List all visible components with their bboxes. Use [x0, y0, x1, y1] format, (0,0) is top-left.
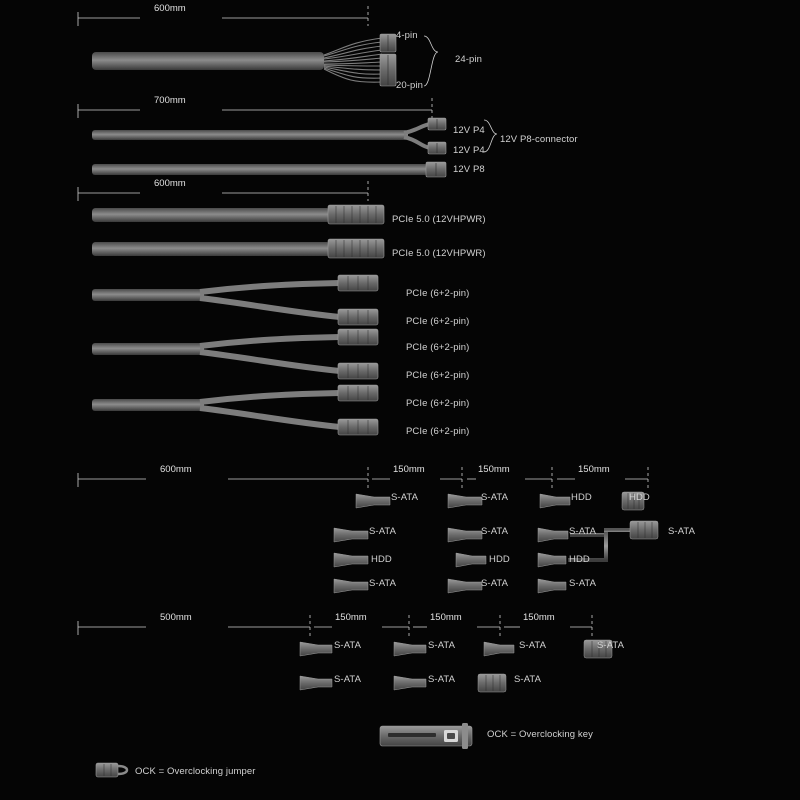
connector-label-hdd: HDD — [489, 554, 510, 565]
connector-label-hdd: HDD — [569, 554, 590, 565]
connector-label-sata: S-ATA — [481, 578, 509, 589]
connector-label-sata: S-ATA — [597, 640, 625, 651]
connector-label-12v-p4-b: 12V P4 — [453, 145, 485, 156]
connector-label-sata: S-ATA — [428, 640, 456, 651]
dimension-label: 500mm — [160, 612, 192, 623]
connector-label-p8-connector: 12V P8-connector — [500, 134, 578, 145]
connector-label-sata: S-ATA — [369, 578, 397, 589]
connector-label-pcie-3: PCIe (6+2-pin) — [406, 342, 470, 353]
connector-label-sata: S-ATA — [569, 578, 597, 589]
connector-label-sata: S-ATA — [514, 674, 542, 685]
connector-label-sata: S-ATA — [334, 640, 362, 651]
connector-label-ock-jumper: OCK = Overclocking jumper — [135, 766, 256, 777]
dimension-label: 700mm — [154, 95, 186, 106]
connector-label-sata: S-ATA — [668, 526, 696, 537]
connector-label-12v-p8: 12V P8 — [453, 164, 485, 175]
connector-label-pcie-6: PCIe (6+2-pin) — [406, 426, 470, 437]
dimension-label: 150mm — [578, 464, 610, 475]
connector-label-pcie50-b: PCIe 5.0 (12VHPWR) — [392, 248, 486, 259]
connector-label-20-pin: 20-pin — [396, 80, 424, 91]
dimension-label: 150mm — [523, 612, 555, 623]
connector-label-sata: S-ATA — [428, 674, 456, 685]
connector-label-hdd: HDD — [571, 492, 592, 503]
connector-label-pcie50-a: PCIe 5.0 (12VHPWR) — [392, 214, 486, 225]
connector-label-12v-p4-a: 12V P4 — [453, 125, 485, 136]
connector-label-4-pin: 4-pin — [396, 30, 418, 41]
connector-label-pcie-1: PCIe (6+2-pin) — [406, 288, 470, 299]
dimension-label: 600mm — [154, 178, 186, 189]
connector-label-pcie-4: PCIe (6+2-pin) — [406, 370, 470, 381]
connector-label-sata: S-ATA — [569, 526, 597, 537]
connector-label-sata: S-ATA — [481, 492, 509, 503]
connector-label-sata: S-ATA — [391, 492, 419, 503]
dimension-label: 600mm — [160, 464, 192, 475]
connector-label-sata: S-ATA — [334, 674, 362, 685]
connector-label-sata: S-ATA — [369, 526, 397, 537]
connector-label-hdd: HDD — [629, 492, 650, 503]
connector-label-hdd: HDD — [371, 554, 392, 565]
connector-label-ock-key: OCK = Overclocking key — [487, 729, 593, 740]
dimension-label: 150mm — [478, 464, 510, 475]
dimension-label: 150mm — [335, 612, 367, 623]
connector-label-sata: S-ATA — [481, 526, 509, 537]
connector-label-pcie-2: PCIe (6+2-pin) — [406, 316, 470, 327]
dimension-label: 600mm — [154, 3, 186, 14]
connector-label-sata: S-ATA — [519, 640, 547, 651]
dimension-label: 150mm — [393, 464, 425, 475]
dimension-label: 150mm — [430, 612, 462, 623]
connector-label-24-pin: 24-pin — [455, 54, 483, 65]
connector-label-pcie-5: PCIe (6+2-pin) — [406, 398, 470, 409]
